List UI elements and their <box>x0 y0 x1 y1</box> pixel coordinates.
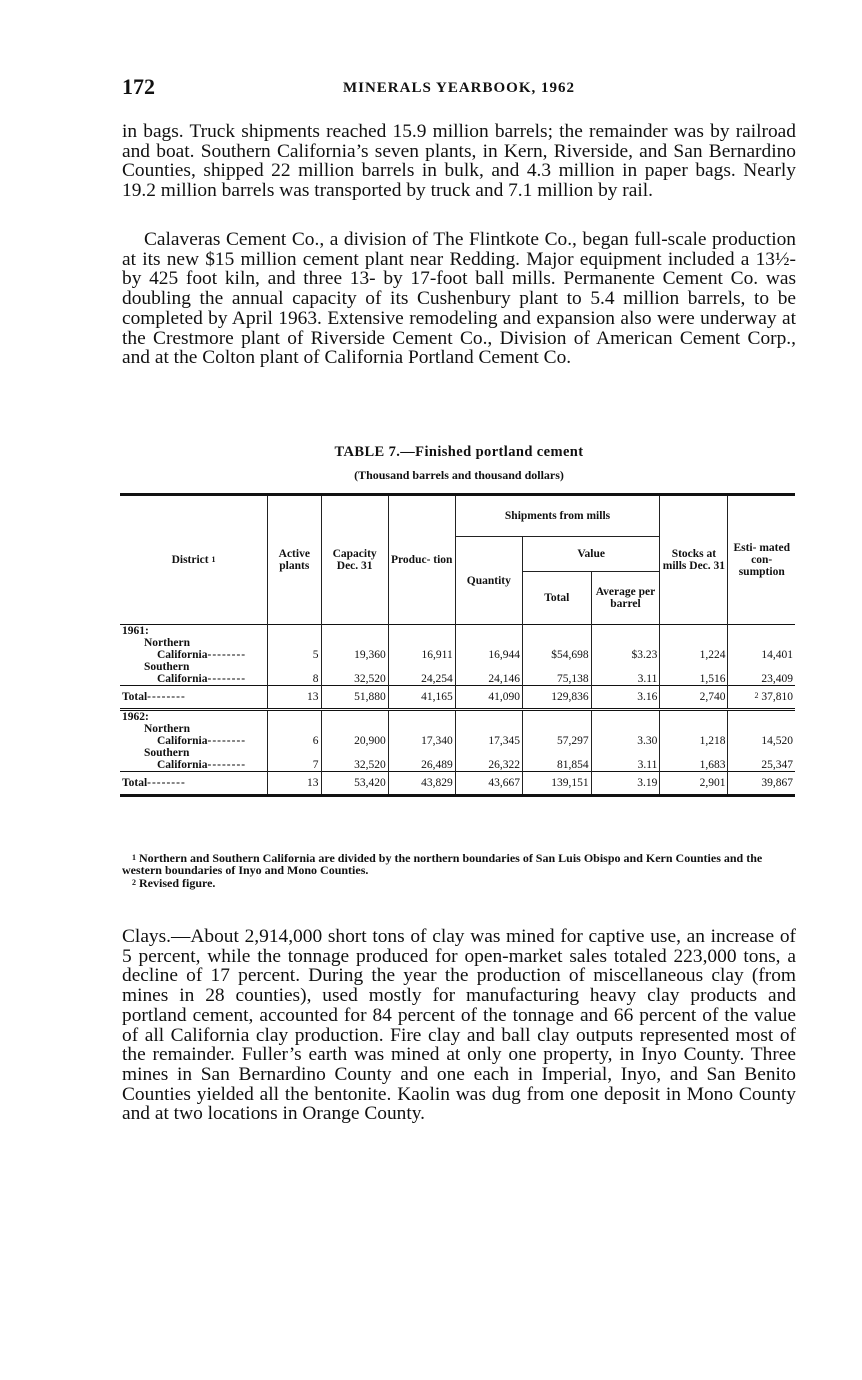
table-cell: 51,880 <box>321 686 388 710</box>
table-cell: 25,347 <box>728 747 795 772</box>
table-cell: 3.16 <box>591 686 660 710</box>
table-cell: $3.23 <box>591 625 660 662</box>
table-cell: 24,146 <box>455 661 522 686</box>
table-cell: 1,516 <box>660 661 728 686</box>
table-cell: 17,340 <box>388 710 455 748</box>
table-cell: 41,090 <box>455 686 522 710</box>
table-cell: 16,911 <box>388 625 455 662</box>
header-value: Value <box>523 537 660 572</box>
table-cell: $54,698 <box>523 625 592 662</box>
header-average: Average per barrel <box>591 572 660 625</box>
table-cell: 32,520 <box>321 747 388 772</box>
header-capacity: Capacity Dec. 31 <box>321 495 388 625</box>
footnote-2: $^2$ Revised figure. <box>132 876 216 890</box>
page-header <box>122 74 796 102</box>
table-cell: 8 <box>268 661 321 686</box>
row-label: Southern California-------- <box>144 661 247 685</box>
table-cell: 1,683 <box>660 747 728 772</box>
table-cell: 2,740 <box>660 686 728 710</box>
table-cell: 24,254 <box>388 661 455 686</box>
table-cell: 57,297 <box>523 710 592 748</box>
table-cell: 3.11 <box>591 747 660 772</box>
table-cell: 17,345 <box>455 710 522 748</box>
header-district: District $^1$ <box>171 554 216 566</box>
table-cell: 41,165 <box>388 686 455 710</box>
table-cell: 23,409 <box>728 661 795 686</box>
table-cell: 13 <box>268 772 321 796</box>
table-cell: 75,138 <box>523 661 592 686</box>
table-cell: 81,854 <box>523 747 592 772</box>
table-cell: 39,867 <box>728 772 795 796</box>
table-subtitle: (Thousand barrels and thousand dollars) <box>354 468 564 482</box>
paragraph-clays: Clays.—About 2,914,000 short tons of clay was mined for captive use, an increase of 5 percent, while the tonnage produced for open-market sales totaled 223,000 tons, a decline of 17 percent. During the year the production of miscellaneous clay (from mines in 28 counties), used mostly for manufacturing heavy clay products and portland cement, accounted for 84 percent of the tonnage and 66 percent of the value of all California clay production. Fire clay and ball clay outputs represented most of the remainder. Fuller’s earth was mined at only one property, in Inyo County. Three mines in San Bernardino County and one each in Imperial, Inyo, and San Benito Counties yielded all the bentonite. Kaolin was dug from one deposit in Mono County and at two locations in Orange County. <box>122 926 796 1125</box>
table-cell: 3.19 <box>591 772 660 796</box>
table-cell: 13 <box>268 686 321 710</box>
header-consumption: Esti- mated con- sumption <box>728 495 795 625</box>
table-cell: 3.30 <box>591 710 660 748</box>
table-title: TABLE 7.—Finished portland cement <box>334 444 584 460</box>
table-cell: 2,901 <box>660 772 728 796</box>
table-cell: 7 <box>268 747 321 772</box>
table-cell: 1,218 <box>660 710 728 748</box>
table-cell: 32,520 <box>321 661 388 686</box>
table-cell: 43,829 <box>388 772 455 796</box>
table-cell: 20,900 <box>321 710 388 748</box>
table-cell: 5 <box>268 625 321 662</box>
table-cell: 16,944 <box>455 625 522 662</box>
table-cell: $^2$ 37,810 <box>728 686 795 710</box>
header-total: Total <box>523 572 592 625</box>
header-production: Produc- tion <box>388 495 455 625</box>
table-cell: 129,836 <box>523 686 592 710</box>
row-label: Southern California-------- <box>144 747 247 771</box>
table-cell: 1,224 <box>660 625 728 662</box>
page-number: 172 <box>122 74 155 99</box>
table-cell: 6 <box>268 710 321 748</box>
row-label-total: Total-------- <box>120 686 268 710</box>
table-cell: 139,151 <box>523 772 592 796</box>
footnote-1: $^1$ Northern and Southern California are divided by the northern boundaries of San Luis Obispo and Kern Counties and the western boundaries of Inyo and Mono Counties. <box>122 851 763 877</box>
table-cell: 14,401 <box>728 625 795 662</box>
paragraph-cement-shipments: in bags. Truck shipments reached 15.9 million barrels; the remainder was by railroad and boat. Southern California’s seven plants, in Kern, Riverside, and San Bernardino Counties, shipped 22 million barrels in bulk, and 4.3 million in paper bags. Nearly 19.2 million barrels was transported by truck and 7.1 million by rail. <box>122 121 796 202</box>
table-cell: 3.11 <box>591 661 660 686</box>
paragraph-calaveras: Calaveras Cement Co., a division of The Flintkote Co., began full-scale production at its new $15 million cement plant near Redding. Major equipment included a 13½- by 425 foot kiln, and three 13- by 17-foot ball mills. Permanente Cement Co. was doubling the annual capacity of its Cushenbury plant to 5.4 million barrels, to be completed by April 1963. Extensive remodeling and expansion also were underway at the Crestmore plant of Riverside Cement Co., Division of American Cement Corp., and at the Colton plant of California Portland Cement Co. <box>122 229 796 369</box>
running-title: MINERALS YEARBOOK, 1962 <box>342 80 576 96</box>
header-shipments: Shipments from mills <box>455 495 660 537</box>
table-cell: 14,520 <box>728 710 795 748</box>
table-cell: 26,322 <box>455 747 522 772</box>
table-cell: 19,360 <box>321 625 388 662</box>
header-active-plants: Active plants <box>268 495 321 625</box>
table-cell: 53,420 <box>321 772 388 796</box>
table-cell: 26,489 <box>388 747 455 772</box>
row-label-total: Total-------- <box>120 772 268 796</box>
row-label: 1961: Northern California-------- <box>122 625 247 661</box>
portland-cement-table <box>120 493 795 797</box>
header-stocks: Stocks at mills Dec. 31 <box>660 495 728 625</box>
header-quantity: Quantity <box>455 537 522 625</box>
table-cell: 43,667 <box>455 772 522 796</box>
row-label: 1962: Northern California-------- <box>122 711 247 747</box>
